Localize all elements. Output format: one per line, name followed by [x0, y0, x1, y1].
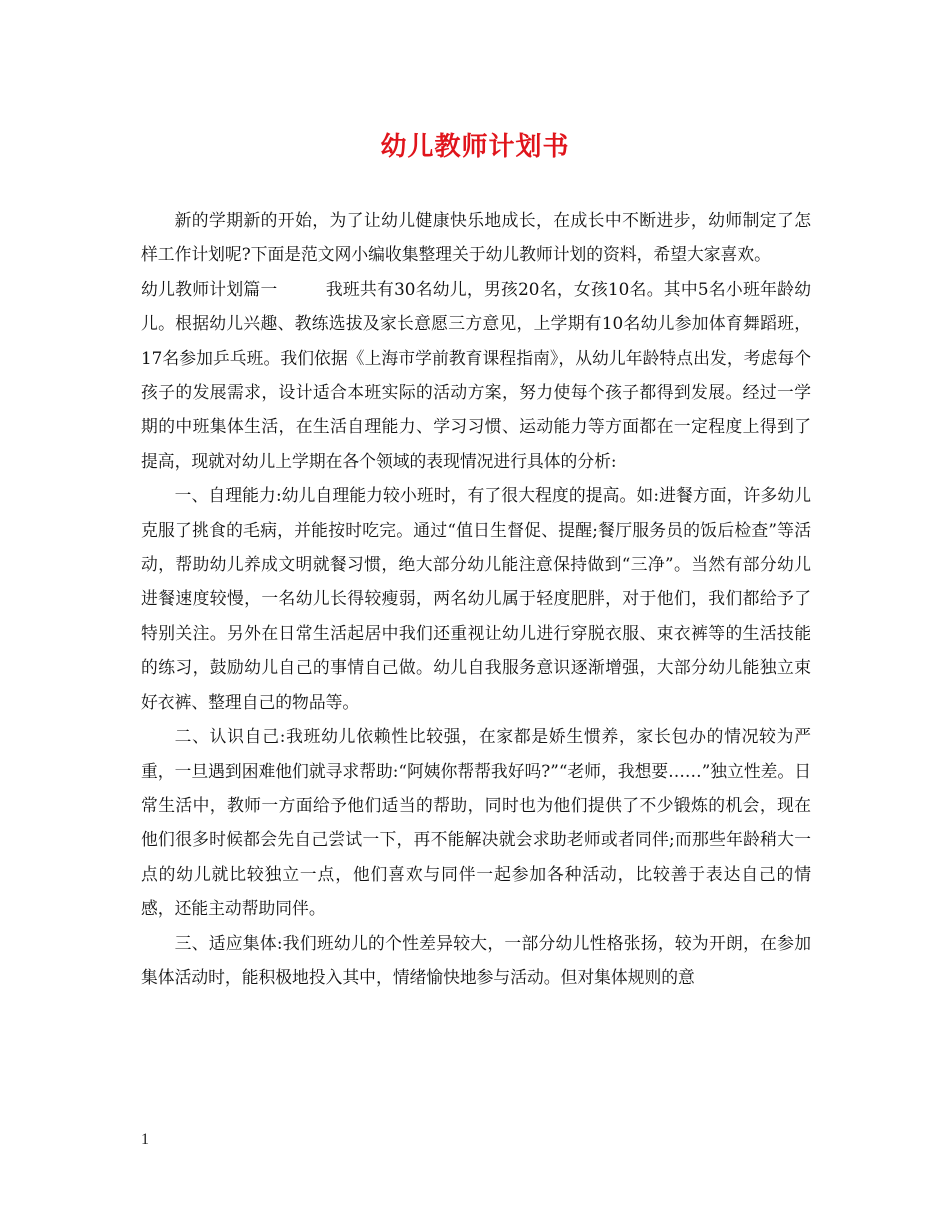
- document-body: [141, 203, 811, 994]
- section-paragraph: [141, 272, 811, 478]
- page-number: 1: [141, 1131, 149, 1148]
- point-two-paragraph: 二、认识自己:我班幼儿依赖性比较强，在家都是娇生惯养，家长包办的情况较为严重，一旦遇到困难他们就寻求帮助:“阿姨你帮帮我好吗?”“老师，我想要……”独立性差。日常生活中，教师一方面给予他们适当的帮助，同时也为他们提供了不少锻炼的机会，现在他们很多时候都会先自己尝试一下，再不能解决就会求助老师或者同伴;而那些年龄稍大一点的幼儿就比较独立一点，他们喜欢与同伴一起参加各种活动，比较善于表达自己的情感，还能主动帮助同伴。: [141, 726, 811, 919]
- point-one-paragraph: 一、自理能力:幼儿自理能力较小班时，有了很大程度的提高。如:进餐方面，许多幼儿克服了挑食的毛病，并能按时吃完。通过“值日生督促、提醒;餐厅服务员的饭后检查”等活动，帮助幼儿养成文明就餐习惯，绝大部分幼儿能注意保持做到“三净”。当然有部分幼儿进餐速度较慢，一名幼儿长得较瘦弱，两名幼儿属于轻度肥胖，对于他们，我们都给予了特别关注。另外在日常生活起居中我们还重视让幼儿进行穿脱衣服、束衣裤等的生活技能的练习，鼓励幼儿自己的事情自己做。幼儿自我服务意识逐渐增强，大部分幼儿能独立束好衣裤、整理自己的物品等。: [141, 485, 811, 712]
- section-label: 幼儿教师计划篇一: [141, 278, 278, 299]
- page-title: 幼儿教师计划书: [380, 132, 570, 162]
- section-body: 我班共有30名幼儿，男孩20名，女孩10名。其中5名小班年龄幼儿。根据幼儿兴趣、教练选拔及家长意愿三方意见，上学期有10名幼儿参加体育舞蹈班，17名参加乒乓班。我们依据《上海市学前教育课程指南》，从幼儿年龄特点出发，考虑每个孩子的发展需求，设计适合本班实际的活动方案，努力使每个孩子都得到发展。经过一学期的中班集体生活，在生活自理能力、学习习惯、运动能力等方面都在一定程度上得到了提高，现就对幼儿上学期在各个领域的表现情况进行具体的分析:: [141, 278, 811, 471]
- point-three-paragraph: 三、适应集体:我们班幼儿的个性差异较大，一部分幼儿性格张扬，较为开朗，在参加集体活动时，能积极地投入其中，情绪愉快地参与活动。但对集体规则的意: [141, 932, 811, 987]
- intro-paragraph: 新的学期新的开始，为了让幼儿健康快乐地成长，在成长中不断进步，幼师制定了怎样工作计划呢?下面是范文网小编收集整理关于幼儿教师计划的资料，希望大家喜欢。: [141, 210, 811, 265]
